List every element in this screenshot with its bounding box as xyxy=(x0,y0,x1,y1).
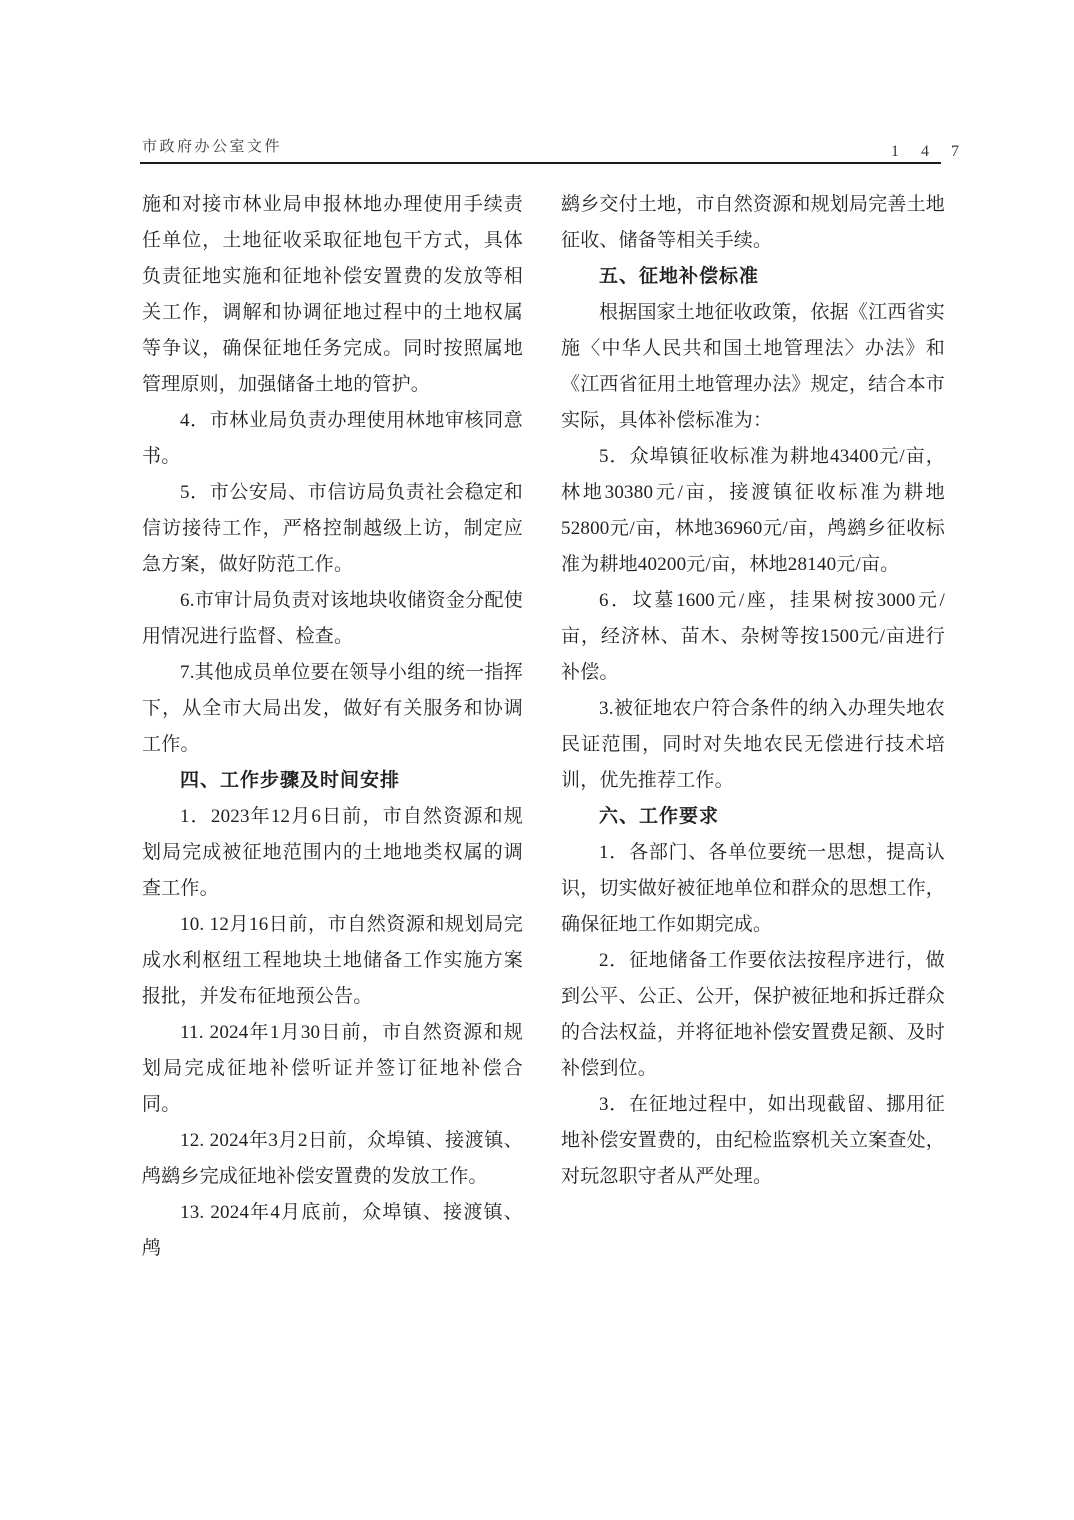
paragraph: 5．市公安局、市信访局负责社会稳定和信访接待工作，严格控制越级上访，制定应急方案，做好防范工作。 xyxy=(142,482,523,575)
paragraph: 6．坟墓1600元/座，挂果树按3000元/亩，经济林、苗木、杂树等按1500元/亩进行补偿。 xyxy=(561,590,945,683)
paragraph: 5．众埠镇征收标准为耕地43400元/亩，林地30380元/亩，接渡镇征收标准为耕地52800元/亩，林地36960元/亩，鸬鹚乡征收标准为耕地40200元/亩，林地28140元/亩。 xyxy=(561,446,945,575)
paragraph: 11. 2024年1月30日前，市自然资源和规划局完成征地补偿听证并签订征地补偿合同。 xyxy=(142,1022,523,1115)
paragraph: 1．2023年12月6日前，市自然资源和规划局完成被征地范围内的土地地类权属的调查工作。 xyxy=(142,806,523,899)
paragraph: 1．各部门、各单位要统一思想，提高认识，切实做好被征地单位和群众的思想工作，确保征地工作如期完成。 xyxy=(561,842,946,935)
section-heading-4: 四、工作步骤及时间安排 xyxy=(180,770,401,791)
paragraph: 4．市林业局负责办理使用林地审核同意书。 xyxy=(142,410,523,467)
paragraph: 10. 12月16日前，市自然资源和规划局完成水利枢纽工程地块土地储备工作实施方案报批，并发布征地预公告。 xyxy=(142,914,523,1007)
paragraph-continuation: 鹚乡交付土地，市自然资源和规划局完善土地征收、储备等相关手续。 xyxy=(561,194,946,251)
header-title: 市政府办公室文件 xyxy=(142,139,283,155)
header-rule xyxy=(140,162,941,164)
page-number: 1 4 7 xyxy=(891,143,968,160)
paragraph: 12. 2024年3月2日前，众埠镇、接渡镇、鸬鹚乡完成征地补偿安置费的发放工作。 xyxy=(142,1130,523,1187)
section-heading-5: 五、征地补偿标准 xyxy=(599,266,760,287)
paragraph-continuation: 施和对接市林业局申报林地办理使用手续责任单位，土地征收采取征地包干方式，具体负责征地实施和征地补偿安置费的发放等相关工作，调解和协调征地过程中的土地权属等争议，确保征地任务完成。同时按照属地管理原则，加强储备土地的管护。 xyxy=(142,194,523,395)
paragraph: 根据国家土地征收政策，依据《江西省实施〈中华人民共和国土地管理法〉办法》和《江西省征用土地管理办法》规定，结合本市实际，具体补偿标准为： xyxy=(561,302,946,431)
paragraph: 7.其他成员单位要在领导小组的统一指挥下，从全市大局出发，做好有关服务和协调工作。 xyxy=(142,662,523,755)
column-left xyxy=(142,187,523,1267)
paragraph: 2．征地储备工作要依法按程序进行，做到公平、公正、公开，保护被征地和拆迁群众的合法权益，并将征地补偿安置费足额、及时补偿到位。 xyxy=(561,950,946,1079)
paragraph: 3.被征地农户符合条件的纳入办理失地农民证范围，同时对失地农民无偿进行技术培训，优先推荐工作。 xyxy=(561,698,945,791)
paragraph: 13. 2024年4月底前，众埠镇、接渡镇、鸬 xyxy=(142,1202,523,1259)
paragraph: 3．在征地过程中，如出现截留、挪用征地补偿安置费的，由纪检监察机关立案查处，对玩忽职守者从严处理。 xyxy=(561,1094,946,1187)
section-heading-6: 六、工作要求 xyxy=(599,806,720,827)
column-right xyxy=(561,187,945,1195)
paragraph: 6.市审计局负责对该地块收储资金分配使用情况进行监督、检查。 xyxy=(142,590,523,647)
